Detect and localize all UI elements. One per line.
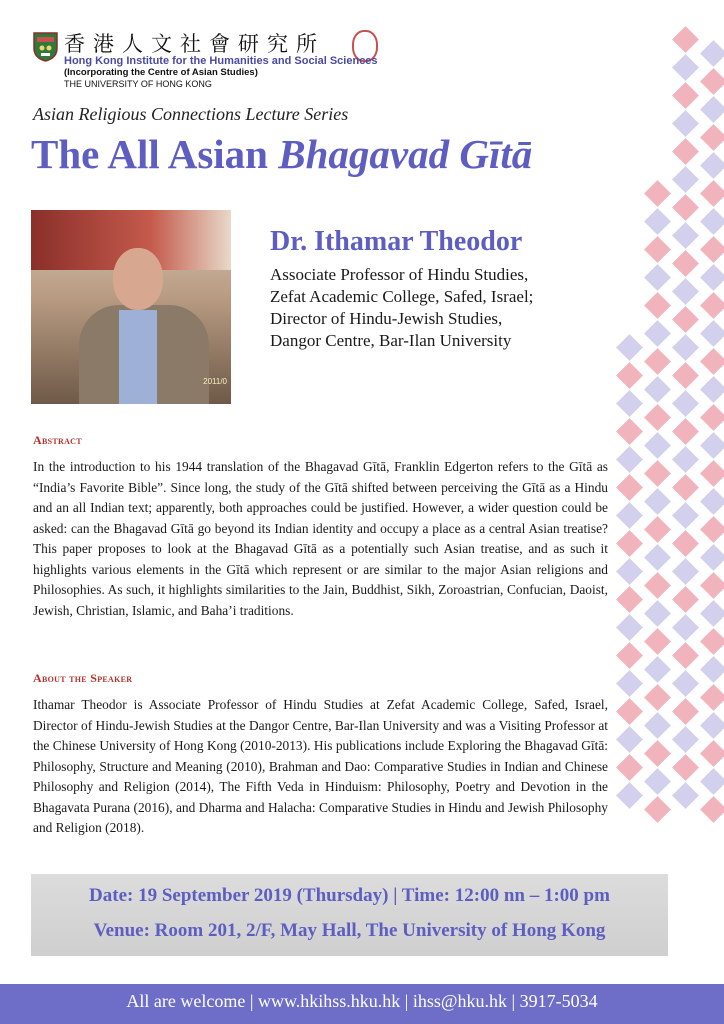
photo-speaker-shirt [119, 310, 157, 404]
footer-bar [0, 984, 724, 1024]
decorative-diamond [616, 586, 643, 613]
decorative-diamond [700, 152, 724, 179]
decorative-diamond [616, 782, 643, 809]
decorative-diamond [616, 670, 643, 697]
decorative-diamond [672, 670, 699, 697]
event-venue: Venue: Room 201, 2/F, May Hall, The University of Hong Kong [93, 920, 606, 941]
decorative-diamond [700, 572, 724, 599]
decorative-diamond [644, 684, 671, 711]
event-title [31, 130, 532, 178]
decorative-diamond [700, 376, 724, 403]
decorative-diamond [672, 474, 699, 501]
footer-contact: All are welcome | www.hkihss.hku.hk | ihss@hku.hk | 3917-5034 [126, 991, 598, 1011]
decorative-diamond [672, 194, 699, 221]
decorative-diamond [644, 544, 671, 571]
decorative-diamond [644, 768, 671, 795]
decorative-diamond [672, 26, 699, 53]
decorative-diamond [672, 558, 699, 585]
decorative-diamond [672, 502, 699, 529]
university-crest-icon [33, 32, 58, 62]
decorative-diamond [700, 740, 724, 767]
decorative-diamond [644, 516, 671, 543]
decorative-diamond [616, 390, 643, 417]
decorative-diamond [616, 698, 643, 725]
event-info-box [31, 874, 668, 956]
decorative-diamond [616, 614, 643, 641]
decorative-diamond [644, 488, 671, 515]
speaker-name: Dr. Ithamar Theodor [270, 226, 523, 257]
speaker-affiliation-line: Zefat Academic College, Safed, Israel; [270, 287, 534, 306]
decorative-diamond [644, 404, 671, 431]
decorative-diamond [700, 544, 724, 571]
decorative-diamond [644, 628, 671, 655]
decorative-diamond [700, 628, 724, 655]
lecture-series: Asian Religious Connections Lecture Series [33, 104, 349, 124]
decorative-diamond [700, 600, 724, 627]
decorative-diamond [700, 460, 724, 487]
decorative-diamond [700, 656, 724, 683]
event-title-plain: The All Asian [31, 131, 279, 177]
decorative-diamond [644, 376, 671, 403]
decorative-diamond [672, 418, 699, 445]
diamond-pattern [612, 30, 724, 830]
decorative-diamond [644, 796, 671, 823]
photo-speaker-head [113, 248, 163, 310]
decorative-diamond [672, 54, 699, 81]
decorative-diamond [672, 586, 699, 613]
decorative-diamond [700, 236, 724, 263]
decorative-diamond [616, 446, 643, 473]
decorative-diamond [672, 698, 699, 725]
decorative-diamond [644, 264, 671, 291]
decorative-diamond [616, 474, 643, 501]
decorative-diamond [700, 320, 724, 347]
decorative-diamond [644, 208, 671, 235]
event-date-time: Date: 19 September 2019 (Thursday) | Time: 12:00 nn – 1:00 pm [89, 885, 610, 906]
decorative-diamond [616, 362, 643, 389]
decorative-diamond [700, 180, 724, 207]
decorative-diamond [672, 250, 699, 277]
about-speaker-text: Ithamar Theodor is Associate Professor of Hindu Studies at Zefat Academic College, Safed, Israel, Director of Hindu-Jewish Studies at the Dangor Centre, Bar-Ilan University and was a Visiting Professor at the Chinese University of Hong Kong (2010-2013). His publications include Exploring the Bhagavad Gītā: Philosophy, Structure and Meaning (2010), Brahman and Dao: Comparative Studies in Indian and Chinese Philosophy and Religion (2014), The Fifth Veda in Hinduism: Philosophy, Poetry and Devotion in the Bhagavata Purana (2016), and Dharma and Halacha: Comparative Studies in Hindu and Jewish Philosophy and Religion (2018). [33, 697, 608, 835]
photo-date-stamp: 2011/0 [203, 377, 227, 386]
university-name: THE UNIVERSITY OF HONG KONG [64, 79, 212, 89]
decorative-diamond [644, 432, 671, 459]
about-speaker-heading: About the Speaker [33, 671, 133, 685]
decorative-diamond [644, 712, 671, 739]
decorative-diamond [616, 558, 643, 585]
decorative-diamond [616, 502, 643, 529]
speaker-affiliation [270, 264, 600, 352]
decorative-diamond [644, 572, 671, 599]
decorative-diamond [700, 712, 724, 739]
decorative-diamond [700, 796, 724, 823]
decorative-diamond [672, 782, 699, 809]
decorative-diamond [672, 362, 699, 389]
decorative-diamond [700, 124, 724, 151]
decorative-diamond [672, 138, 699, 165]
decorative-diamond [672, 82, 699, 109]
decorative-diamond [672, 642, 699, 669]
decorative-diamond [616, 334, 643, 361]
decorative-diamond [672, 166, 699, 193]
decorative-diamond [700, 96, 724, 123]
decorative-diamond [644, 740, 671, 767]
abstract-text: In the introduction to his 1944 translation of the Bhagavad Gītā, Franklin Edgerton refers to the Gītā as “India’s Favorite Bible”. Since long, the study of the Gītā shifted between perceiving the Gītā as a Hindu and an all Indian text; apparently, both approaches could be justified. However, a wider question could be asked: can the Bhagavad Gītā go beyond its Indian identity and occupy a place as a central Asian treatise? This paper proposes to look at the Bhagavad Gītā as a potentially such Asian treatise, and as such it highlights various elements in the Gītā which represent or are similar to the major Asian religions and Philosophies. As such, it highlights similarities to the Jain, Buddhist, Sikh, Zoroastrian, Confucian, Daoist, Jewish, Christian, Islamic, and Baha’i traditions. [33, 459, 608, 618]
decorative-diamond [644, 180, 671, 207]
decorative-diamond [644, 236, 671, 263]
decorative-diamond [616, 754, 643, 781]
decorative-diamond [644, 292, 671, 319]
decorative-diamond [700, 516, 724, 543]
decorative-diamond [700, 684, 724, 711]
decorative-diamond [616, 726, 643, 753]
decorative-diamond [700, 404, 724, 431]
institute-subtitle: (Incorporating the Centre of Asian Studies) [64, 67, 258, 78]
decorative-diamond [672, 278, 699, 305]
decorative-diamond [700, 264, 724, 291]
speaker-affiliation-line: Dangor Centre, Bar-Ilan University [270, 331, 512, 350]
decorative-diamond [700, 68, 724, 95]
decorative-diamond [672, 110, 699, 137]
decorative-diamond [672, 754, 699, 781]
decorative-diamond [644, 600, 671, 627]
decorative-diamond [616, 530, 643, 557]
decorative-diamond [700, 208, 724, 235]
decorative-diamond [672, 726, 699, 753]
decorative-diamond [700, 292, 724, 319]
decorative-diamond [672, 222, 699, 249]
decorative-diamond [644, 656, 671, 683]
speaker-photo [31, 210, 231, 404]
decorative-diamond [672, 530, 699, 557]
decorative-diamond [644, 460, 671, 487]
decorative-diamond [644, 348, 671, 375]
decorative-diamond [672, 390, 699, 417]
decorative-diamond [644, 320, 671, 347]
decorative-diamond [700, 488, 724, 515]
decorative-diamond [700, 348, 724, 375]
decorative-diamond [700, 768, 724, 795]
decorative-diamond [700, 40, 724, 67]
decorative-diamond [616, 642, 643, 669]
institute-english-name: Hong Kong Institute for the Humanities and Social Sciences [64, 55, 378, 67]
speaker-affiliation-line: Director of Hindu-Jewish Studies, [270, 309, 503, 328]
decorative-diamond [672, 446, 699, 473]
decorative-diamond [672, 334, 699, 361]
abstract-heading: Abstract [33, 433, 82, 447]
decorative-diamond [700, 432, 724, 459]
institute-chinese-name: 香港人文社會研究所 [64, 32, 325, 56]
decorative-diamond [672, 306, 699, 333]
speaker-affiliation-line: Associate Professor of Hindu Studies, [270, 265, 529, 284]
decorative-diamond [672, 614, 699, 641]
event-title-italic: Bhagavad Gītā [278, 131, 533, 177]
decorative-diamond [616, 418, 643, 445]
